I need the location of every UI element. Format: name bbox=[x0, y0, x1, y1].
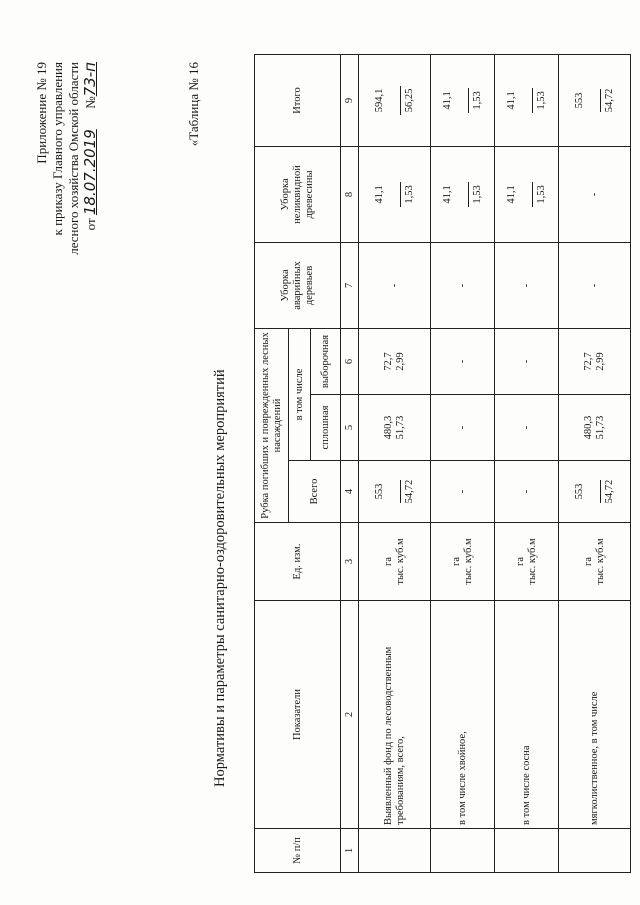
date-prefix: от bbox=[83, 215, 98, 231]
handwritten-number: 73-п bbox=[81, 62, 99, 97]
sanitary-measures-table bbox=[254, 54, 631, 873]
row-illiquid bbox=[359, 146, 431, 242]
row-selective: - bbox=[495, 328, 559, 394]
col-header-unit: Ед. изм. bbox=[255, 523, 341, 601]
illiquid-m3: 1,53 bbox=[535, 185, 547, 204]
unit-m3: тыс. куб.м bbox=[526, 538, 538, 585]
table-row bbox=[431, 54, 495, 872]
row-selective: 72,7 2,99 bbox=[359, 328, 431, 394]
table-row bbox=[495, 54, 559, 872]
col-number: 6 bbox=[341, 328, 359, 394]
col-header-num: № п/п bbox=[255, 829, 341, 873]
appendix-number: Приложение № 19 bbox=[34, 62, 49, 164]
col-number: 8 bbox=[341, 146, 359, 242]
col-number: 4 bbox=[341, 461, 359, 523]
col-header-indicator: Показатели bbox=[255, 601, 341, 829]
issuing-authority: лесного хозяйства Омской области bbox=[66, 62, 81, 255]
total-ha: 553 bbox=[574, 480, 601, 504]
handwritten-date: 18.07.2019 bbox=[81, 129, 99, 216]
row-total: - bbox=[495, 461, 559, 523]
unit-m3: тыс. куб.м bbox=[394, 538, 406, 585]
total-ha: 553 bbox=[374, 480, 401, 504]
illiquid-m3: 1,53 bbox=[471, 185, 483, 204]
sum-m3: 56,25 bbox=[403, 88, 415, 113]
row-num bbox=[559, 829, 631, 873]
col-header-selective: выборочная bbox=[311, 328, 341, 394]
appendix-header bbox=[34, 62, 99, 255]
col-header-sum: Итого bbox=[255, 54, 341, 146]
total-m3: 54,72 bbox=[403, 479, 415, 504]
sum-m3: 1,53 bbox=[535, 91, 547, 110]
row-selective: 72,7 2,99 bbox=[559, 328, 631, 394]
col-number: 3 bbox=[341, 523, 359, 601]
row-solid: - bbox=[431, 395, 495, 461]
row-indicator: в том числе хвойное, bbox=[431, 601, 495, 829]
illiquid-m3: 1,53 bbox=[403, 185, 415, 204]
row-illiquid bbox=[495, 146, 559, 242]
total-m3: 54,72 bbox=[603, 479, 615, 504]
col-header-illiquid: Уборка неликвидной древесины bbox=[255, 146, 341, 242]
row-num bbox=[359, 829, 431, 873]
unit-ha: га bbox=[382, 557, 394, 566]
unit-m3: тыс. куб.м bbox=[594, 538, 606, 585]
col-header-including: в том числе bbox=[289, 328, 311, 460]
unit-ha: га bbox=[582, 557, 594, 566]
sum-ha: 594,1 bbox=[374, 86, 401, 116]
col-header-solid: сплошная bbox=[311, 395, 341, 461]
row-solid: 480,3 51,73 bbox=[559, 395, 631, 461]
row-total: - bbox=[431, 461, 495, 523]
row-sum bbox=[431, 54, 495, 146]
unit-ha: га bbox=[450, 557, 462, 566]
row-total bbox=[359, 461, 431, 523]
table-number: «Таблица № 16 bbox=[186, 62, 201, 147]
column-number-row bbox=[341, 54, 359, 872]
table-title: Нормативы и параметры санитарно-оздоровительных мероприятий bbox=[212, 369, 228, 787]
row-total bbox=[559, 461, 631, 523]
sum-m3: 54,72 bbox=[603, 88, 615, 113]
row-unit bbox=[359, 523, 431, 601]
row-indicator: Выявленный фонд по лесоводственным требованиям, всего, bbox=[359, 601, 431, 829]
row-sum bbox=[359, 54, 431, 146]
row-illiquid bbox=[431, 146, 495, 242]
sum-ha: 553 bbox=[574, 89, 601, 113]
col-number: 2 bbox=[341, 601, 359, 829]
illiquid-ha: 41,1 bbox=[442, 182, 469, 206]
row-windfall: - bbox=[559, 242, 631, 328]
row-indicator: мягколиственное, в том числе bbox=[559, 601, 631, 829]
col-number: 7 bbox=[341, 242, 359, 328]
row-num bbox=[431, 829, 495, 873]
row-solid: 480,3 51,73 bbox=[359, 395, 431, 461]
table-row bbox=[359, 54, 431, 872]
row-sum bbox=[495, 54, 559, 146]
col-header-total: Всего bbox=[289, 461, 341, 523]
illiquid-ha: 41,1 bbox=[506, 182, 533, 206]
row-num bbox=[495, 829, 559, 873]
sum-ha: 41,1 bbox=[442, 88, 469, 112]
unit-m3: тыс. куб.м bbox=[462, 538, 474, 585]
row-selective: - bbox=[431, 328, 495, 394]
row-illiquid: - bbox=[559, 146, 631, 242]
row-sum bbox=[559, 54, 631, 146]
row-windfall: - bbox=[495, 242, 559, 328]
sum-ha: 41,1 bbox=[506, 88, 533, 112]
col-number: 5 bbox=[341, 395, 359, 461]
sum-m3: 1,53 bbox=[471, 91, 483, 110]
header-row-1 bbox=[255, 54, 289, 872]
col-header-windfall: Уборка аварийных деревьев bbox=[255, 242, 341, 328]
row-solid: - bbox=[495, 395, 559, 461]
unit-ha: га bbox=[514, 557, 526, 566]
col-number: 1 bbox=[341, 829, 359, 873]
number-prefix: № bbox=[83, 96, 98, 109]
row-indicator: в том числе сосна bbox=[495, 601, 559, 829]
row-windfall: - bbox=[431, 242, 495, 328]
col-number: 9 bbox=[341, 54, 359, 146]
row-unit bbox=[431, 523, 495, 601]
illiquid-ha: 41,1 bbox=[374, 182, 401, 206]
order-reference: к приказу Главного управления bbox=[50, 62, 65, 236]
row-windfall: - bbox=[359, 242, 431, 328]
order-date-line bbox=[82, 62, 99, 255]
row-unit bbox=[495, 523, 559, 601]
row-unit bbox=[559, 523, 631, 601]
col-header-felling: Рубка погибших и поврежденных лесных насаждений bbox=[255, 328, 289, 522]
table-row bbox=[559, 54, 631, 872]
